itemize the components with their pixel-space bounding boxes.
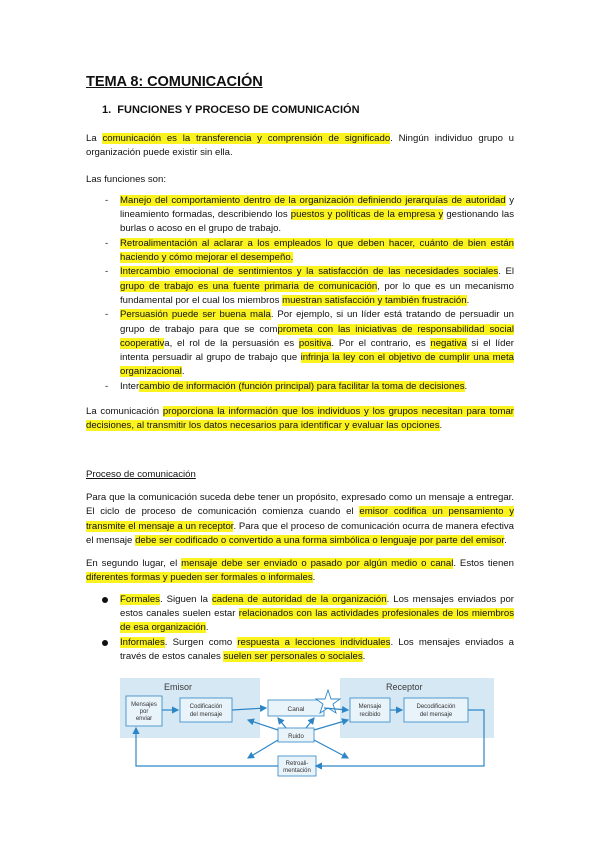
box-mensajes-line1: Mensajes bbox=[131, 702, 157, 708]
box-recibido-line2: recibido bbox=[359, 712, 381, 718]
page-title: TEMA 8: COMUNICACIÓN bbox=[86, 74, 263, 90]
process-paragraph-2: En segundo lugar, el mensaje debe ser enviado o pasado por algún medio o canal. Estos tienen diferentes formas y pueden ser formales o informales. bbox=[86, 558, 514, 584]
communication-process-diagram bbox=[118, 676, 496, 780]
box-recibido-line1: Mensaje bbox=[358, 704, 382, 710]
list-item: Informales. Surgen como respuesta a lecciones individuales. Los mensajes enviados a través de estos canales suelen ser personales o sociales. bbox=[86, 636, 514, 665]
box-codificacion-line1: Codificación bbox=[189, 704, 223, 710]
box-codificacion-line2: del mensaje bbox=[189, 712, 223, 718]
bullet-icon bbox=[102, 640, 108, 646]
process-heading: Proceso de comunicación bbox=[86, 468, 196, 480]
box-decod-line1: Decodificación bbox=[416, 704, 456, 710]
process-paragraph-1: Para que la comunicación suceda debe tener un propósito, expresado como un mensaje a entregar. El ciclo de proceso de comunicación comienza cuando el emisor codifica un pensamiento y transmite el mensaje a un receptor. Para que el proceso de comunicación ocurra de manera efectiva el mensaje debe ser codificado o convertido a una forma simbólica o lenguaje por parte del emisor. bbox=[86, 491, 514, 546]
box-codificacion bbox=[180, 698, 232, 722]
communication-paragraph: La comunicación proporciona la información que los individuos y los grupos necesitan para tomar decisiones, al transmitir los datos necesarios para identificar y evaluar las opciones. bbox=[86, 406, 514, 432]
intro-paragraph: La comunicación es la transferencia y comprensión de significado. Ningún individuo grupo u organización puede existir sin ella. bbox=[86, 133, 514, 159]
emisor-label: Emisor bbox=[164, 682, 193, 692]
box-decod-line2: del mensaje bbox=[419, 712, 453, 718]
bullet-icon bbox=[102, 597, 108, 603]
list-item: - Intercambio emocional de sentimientos y la satisfacción de las necesidades sociales. El grupo de trabajo es una fuente primaria de comunicación, por lo que es un mecanismo fundamental por el cual los miembros muestran satisfacción y también frustración. bbox=[105, 266, 514, 306]
functions-lead: Las funciones son: bbox=[86, 173, 167, 185]
box-decodificacion bbox=[404, 698, 468, 722]
box-canal-label: Canal bbox=[287, 706, 305, 713]
document-content bbox=[86, 74, 514, 664]
list-item: - Persuasión puede ser buena mala. Por ejemplo, si un líder está tratando de persuadir un grupo de trabajo para que se comprometa con las iniciativas de responsabilidad social cooperativa, el rol de la persuasión es positiva. Por el contrario, es negativa si el líder intenta persuadir al grupo de trabajo que infrinja la ley con el objetivo de cumplir una meta organizacional. bbox=[105, 309, 514, 378]
box-ruido-label: Ruido bbox=[288, 734, 304, 740]
box-mensajes-line3: enviar bbox=[135, 716, 153, 722]
section-title: 1. FUNCIONES Y PROCESO DE COMUNICACIÓN bbox=[102, 104, 360, 116]
box-mensajes-line2: por bbox=[139, 709, 149, 715]
channels-list bbox=[86, 593, 514, 664]
list-item: - Intercambio de información (función principal) para facilitar la toma de decisiones. bbox=[105, 380, 468, 392]
box-retro-line1: Retroali- bbox=[285, 761, 309, 767]
box-retro-line2: mentación bbox=[283, 768, 311, 774]
functions-list bbox=[86, 194, 514, 394]
receptor-label: Receptor bbox=[386, 682, 423, 692]
list-item: Formales. Siguen la cadena de autoridad de la organización. Los mensajes enviados por estos canales suelen estar relacionados con las actividades profesionales de los miembros de esa organización. bbox=[86, 593, 514, 636]
box-mensaje-recibido bbox=[350, 698, 390, 722]
list-item: - Manejo del comportamiento dentro de la organización definiendo jerarquías de autoridad y lineamiento formadas, describiendo los puestos y políticas de la empresa y gestionando las burlas o acoso en el grupo de trabajo. bbox=[105, 194, 514, 235]
list-item: - Retroalimentación al aclarar a los empleados lo que deben hacer, cuánto de bien están haciendo y cómo mejorar el desempeño. bbox=[105, 237, 514, 264]
